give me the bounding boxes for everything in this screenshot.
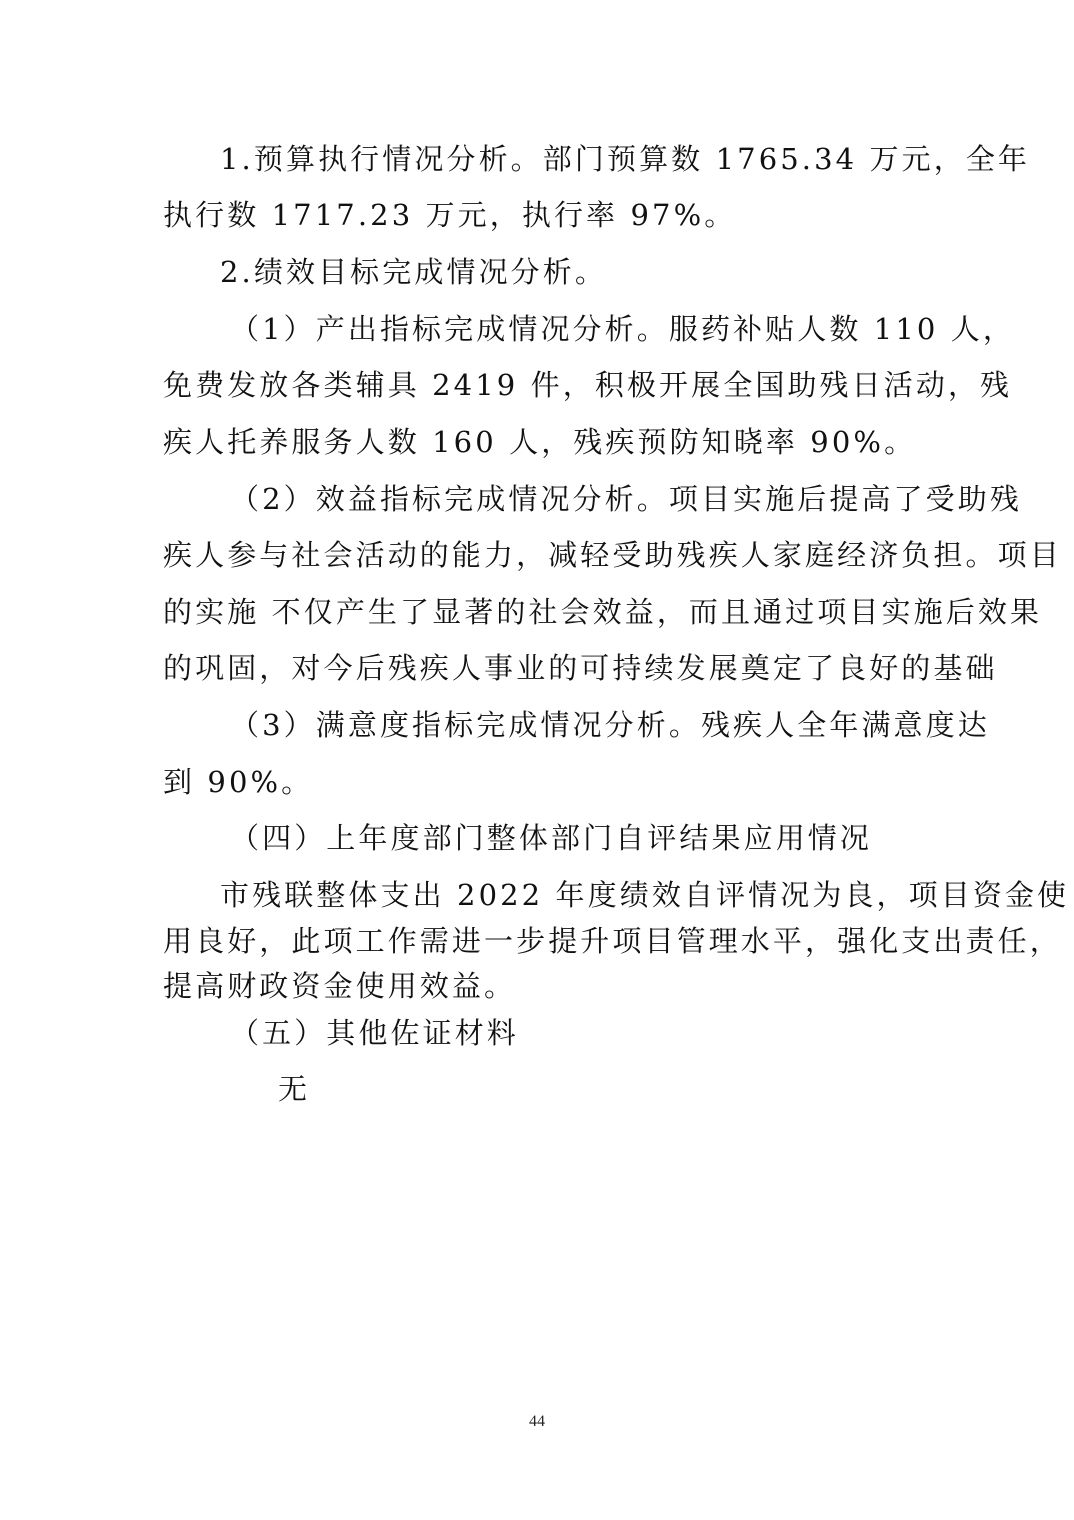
self-evaluation-line-3: 提高财政资金使用效益。 — [163, 969, 517, 1003]
performance-target-heading: 2.绩效目标完成情况分析。 — [220, 255, 607, 289]
benefit-indicator-line-4: 的巩固，对今后残疾人事业的可持续发展奠定了良好的基础 — [163, 651, 998, 685]
satisfaction-indicator-line-2: 到 90%。 — [163, 765, 314, 799]
no-evidence-text: 无 — [278, 1072, 311, 1106]
page-number: 44 — [529, 1413, 545, 1430]
satisfaction-indicator-line-1: （3）满意度指标完成情况分析。残疾人全年满意度达 — [230, 708, 990, 742]
benefit-indicator-line-1: （2）效益指标完成情况分析。项目实施后提高了受助残 — [230, 482, 1022, 516]
section-five-heading: （五）其他佐证材料 — [230, 1016, 519, 1050]
benefit-indicator-line-2: 疾人参与社会活动的能力，减轻受助残疾人家庭经济负担。项目 — [163, 538, 1062, 572]
output-indicator-line-1: （1）产出指标完成情况分析。服药补贴人数 110 人， — [230, 312, 1015, 346]
output-indicator-line-3: 疾人托养服务人数 160 人，残疾预防知晓率 90%。 — [163, 425, 917, 459]
self-evaluation-line-1: 市残联整体支出 2022 年度绩效自评情况为良，项目资金使 — [220, 878, 1070, 912]
section-four-heading: （四）上年度部门整体部门自评结果应用情况 — [230, 821, 873, 855]
budget-execution-line-1: 1.预算执行情况分析。部门预算数 1765.34 万元，全年 — [220, 142, 1031, 176]
budget-execution-line-2: 执行数 1717.23 万元，执行率 97%。 — [163, 198, 737, 232]
benefit-indicator-line-3: 的实施 不仅产生了显著的社会效益，而且通过项目实施后效果 — [163, 595, 1043, 629]
output-indicator-line-2: 免费发放各类辅具 2419 件，积极开展全国助残日活动，残 — [163, 368, 1013, 402]
self-evaluation-line-2: 用良好，此项工作需进一步提升项目管理水平，强化支出责任， — [163, 924, 1062, 958]
